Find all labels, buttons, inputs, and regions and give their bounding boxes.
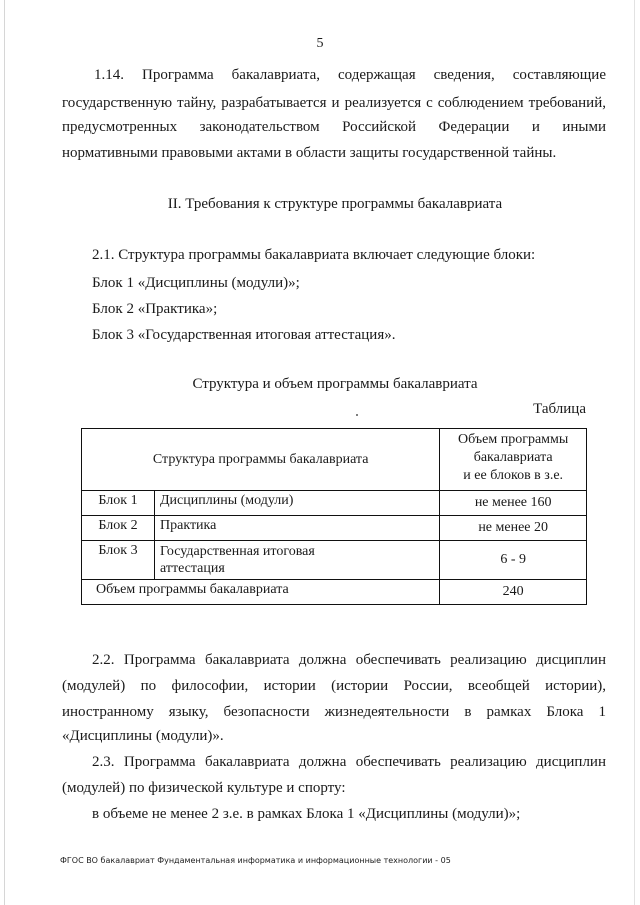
- table-row: [82, 516, 587, 541]
- page-number: 5: [316, 36, 324, 51]
- row-value: не менее 160: [440, 491, 587, 516]
- paragraph-2-3-line-2: (модулей) по физической культуре и спорту:: [62, 780, 346, 796]
- paragraph-1-14-line-3: предусмотренных законодательством Российской Федерации и иными: [62, 119, 606, 135]
- table-header-row: [82, 429, 587, 491]
- row-name-line: аттестация: [160, 561, 225, 576]
- table-title: Структура и объем программы бакалавриата: [192, 376, 478, 392]
- table-row: [82, 541, 587, 580]
- paragraph-1-14-line-4: нормативными правовыми актами в области защиты государственной тайны.: [62, 145, 557, 161]
- paragraph-2-3-line-1: 2.3. Программа бакалавриата должна обеспечивать реализацию дисциплин: [92, 754, 606, 770]
- footer: ФГОС ВО бакалавриат Фундаментальная информатика и информационные технологии - 05: [60, 856, 451, 865]
- row-name: Практика: [155, 516, 440, 541]
- table-label: Таблица: [533, 401, 586, 417]
- table-row: [82, 491, 587, 516]
- row-name: Дисциплины (модули): [155, 491, 440, 516]
- row-name-line: Государственная итоговая: [160, 544, 315, 559]
- scan-edge-left: [4, 0, 5, 905]
- paragraph-2-2-line-4: «Дисциплины (модули)».: [62, 728, 224, 744]
- block-3-item: Блок 3 «Государственная итоговая аттестация».: [92, 327, 396, 343]
- row-block: Блок 1: [82, 491, 155, 516]
- header-volume-line: Объем программы: [458, 432, 569, 447]
- row-name: [155, 541, 440, 580]
- table-total-row: [82, 580, 587, 605]
- paragraph-2-2-line-2: (модулей) по философии, истории (истории России, всеобщей истории),: [62, 678, 606, 694]
- row-block: Блок 3: [82, 541, 155, 580]
- paragraph-2-1: 2.1. Структура программы бакалавриата включает следующие блоки:: [92, 247, 536, 263]
- paragraph-2-2-line-3: иностранному языку, безопасности жизнедеятельности в рамках Блока 1: [62, 704, 606, 720]
- total-value: 240: [440, 580, 587, 605]
- paragraph-2-2-line-1: 2.2. Программа бакалавриата должна обеспечивать реализацию дисциплин: [92, 652, 606, 668]
- row-block: Блок 2: [82, 516, 155, 541]
- row-value: 6 - 9: [440, 541, 587, 580]
- header-volume-line: бакалавриата: [473, 450, 553, 465]
- section-title: II. Требования к структуре программы бакалавриата: [167, 196, 503, 212]
- paragraph-1-14-line-1: 1.14. Программа бакалавриата, содержащая сведения, составляющие: [94, 67, 606, 83]
- scan-edge-right: [634, 0, 635, 905]
- header-volume: [440, 429, 587, 491]
- header-volume-line: и ее блоков в з.е.: [463, 468, 564, 483]
- structure-table: [81, 428, 587, 605]
- total-label: Объем программы бакалавриата: [82, 580, 440, 605]
- paragraph-1-14-line-2: государственную тайну, разрабатывается и реализуется с соблюдением требований,: [62, 95, 606, 111]
- paragraph-2-3-line-3: в объеме не менее 2 з.е. в рамках Блока 1 «Дисциплины (модули)»;: [92, 806, 521, 822]
- block-1-item: Блок 1 «Дисциплины (модули)»;: [92, 275, 300, 291]
- block-2-item: Блок 2 «Практика»;: [92, 301, 218, 317]
- scan-speck: [356, 414, 358, 416]
- row-value: не менее 20: [440, 516, 587, 541]
- header-structure: Структура программы бакалавриата: [82, 429, 440, 491]
